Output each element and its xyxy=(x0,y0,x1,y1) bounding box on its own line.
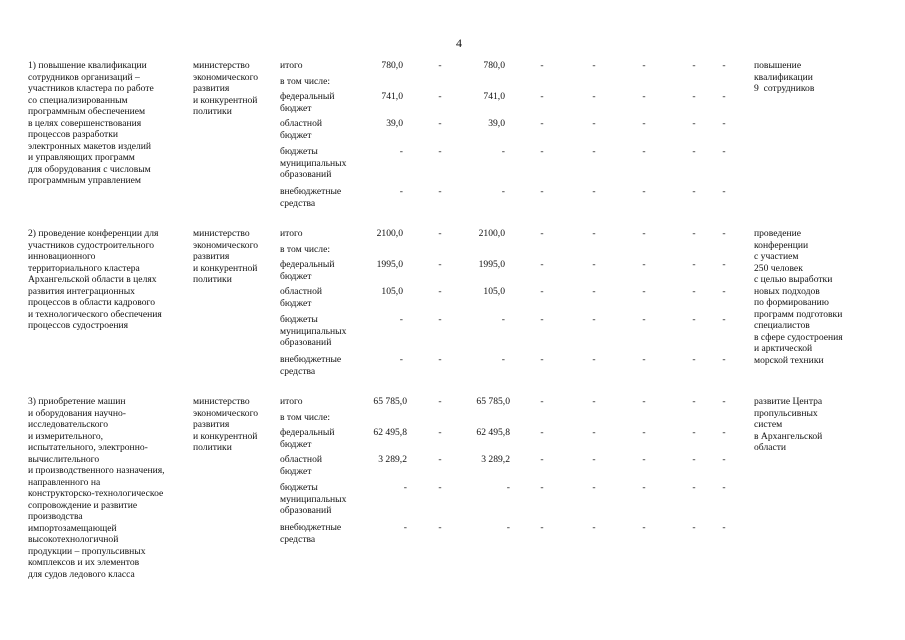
amount-col3: 780,0 xyxy=(483,60,505,71)
amount-col7: - xyxy=(692,482,696,493)
executor-text: министерство экономического развития и конкурентной политики xyxy=(193,228,259,285)
amount-col8: - xyxy=(722,286,726,297)
page-number: 4 xyxy=(456,36,462,50)
amount-col3: - xyxy=(501,186,505,197)
result-text: развитие Центра пропульсивных систем в Архангельской области xyxy=(754,396,823,453)
amount-col6: - xyxy=(642,354,646,365)
amount-col8: - xyxy=(722,146,726,157)
source-label: внебюджетные средства xyxy=(280,522,342,545)
amount-col2: - xyxy=(438,91,442,102)
amount-total: - xyxy=(399,146,403,157)
amount-col4: - xyxy=(540,228,544,239)
amount-total: 2100,0 xyxy=(376,228,403,239)
amount-col5: - xyxy=(592,186,596,197)
source-label: областной бюджет xyxy=(280,454,323,477)
amount-col2: - xyxy=(438,118,442,129)
source-label: в том числе: xyxy=(280,412,331,423)
amount-col2: - xyxy=(438,396,442,407)
amount-col2: - xyxy=(438,354,442,365)
amount-total: - xyxy=(403,522,407,533)
amount-col7: - xyxy=(692,91,696,102)
amount-col4: - xyxy=(540,118,544,129)
amount-col8: - xyxy=(722,354,726,365)
amount-col3: 105,0 xyxy=(483,286,505,297)
amount-col3: 1995,0 xyxy=(478,259,505,270)
amount-col3: - xyxy=(501,354,505,365)
amount-col8: - xyxy=(722,454,726,465)
amount-col5: - xyxy=(592,427,596,438)
amount-col2: - xyxy=(438,146,442,157)
amount-col4: - xyxy=(540,91,544,102)
amount-col5: - xyxy=(592,522,596,533)
amount-col6: - xyxy=(642,454,646,465)
amount-col7: - xyxy=(692,186,696,197)
amount-col7: - xyxy=(692,454,696,465)
source-label: федеральный бюджет xyxy=(280,427,335,450)
amount-col3: - xyxy=(501,314,505,325)
source-label: итого xyxy=(280,60,303,71)
amount-col5: - xyxy=(592,286,596,297)
amount-col8: - xyxy=(722,314,726,325)
source-label: бюджеты муниципальных образований xyxy=(280,482,347,516)
amount-col6: - xyxy=(642,482,646,493)
amount-total: 105,0 xyxy=(381,286,403,297)
amount-total: - xyxy=(399,186,403,197)
amount-col5: - xyxy=(592,91,596,102)
amount-col2: - xyxy=(438,259,442,270)
source-label: бюджеты муниципальных образований xyxy=(280,146,347,180)
amount-col7: - xyxy=(692,118,696,129)
amount-col4: - xyxy=(540,427,544,438)
amount-col7: - xyxy=(692,259,696,270)
source-label: в том числе: xyxy=(280,244,331,255)
amount-col6: - xyxy=(642,60,646,71)
executor-text: министерство экономического развития и конкурентной политики xyxy=(193,396,259,453)
amount-col2: - xyxy=(438,522,442,533)
amount-col4: - xyxy=(540,396,544,407)
amount-col8: - xyxy=(722,91,726,102)
amount-col8: - xyxy=(722,118,726,129)
activity-text: 2) проведение конференции для участников судостроительного инновационного территориального кластера Архангельской области в целях развития интеграционных процессов в области кадрового и технологического обеспечения процессов судостроения xyxy=(28,228,162,331)
amount-col7: - xyxy=(692,354,696,365)
amount-col2: - xyxy=(438,454,442,465)
activity-text: 3) приобретение машин и оборудования научно- исследовательского и измерительного, испытательного, электронно- вычислительного и производственного назначения, направленного на конструкторско-технологическое сопровождение и развитие производства импортозамещающей высокотехнологичной продукции – пропульсивных комплексов и их элементов для судов ледового класса xyxy=(28,396,165,580)
source-label: внебюджетные средства xyxy=(280,354,342,377)
amount-col6: - xyxy=(642,286,646,297)
amount-col8: - xyxy=(722,228,726,239)
amount-col4: - xyxy=(540,482,544,493)
amount-col2: - xyxy=(438,427,442,438)
source-label: федеральный бюджет xyxy=(280,91,335,114)
amount-total: - xyxy=(403,482,407,493)
amount-col2: - xyxy=(438,482,442,493)
amount-col6: - xyxy=(642,146,646,157)
amount-col6: - xyxy=(642,396,646,407)
amount-col3: 2100,0 xyxy=(478,228,505,239)
amount-col3: - xyxy=(501,146,505,157)
amount-total: - xyxy=(399,354,403,365)
amount-col3: 65 785,0 xyxy=(476,396,510,407)
amount-col8: - xyxy=(722,60,726,71)
amount-col5: - xyxy=(592,60,596,71)
source-label: областной бюджет xyxy=(280,118,323,141)
amount-col6: - xyxy=(642,522,646,533)
amount-col6: - xyxy=(642,228,646,239)
amount-col5: - xyxy=(592,454,596,465)
amount-total: 741,0 xyxy=(381,91,403,102)
amount-col7: - xyxy=(692,314,696,325)
amount-col4: - xyxy=(540,314,544,325)
result-text: повышение квалификации 9 сотрудников xyxy=(754,60,815,94)
amount-col7: - xyxy=(692,146,696,157)
amount-col3: - xyxy=(506,482,510,493)
amount-col5: - xyxy=(592,314,596,325)
amount-col7: - xyxy=(692,286,696,297)
amount-total: 780,0 xyxy=(381,60,403,71)
source-label: итого xyxy=(280,396,303,407)
amount-col7: - xyxy=(692,427,696,438)
source-label: областной бюджет xyxy=(280,286,323,309)
amount-col8: - xyxy=(722,396,726,407)
amount-col7: - xyxy=(692,60,696,71)
amount-total: - xyxy=(399,314,403,325)
amount-col3: 741,0 xyxy=(483,91,505,102)
amount-col6: - xyxy=(642,427,646,438)
amount-col4: - xyxy=(540,259,544,270)
source-label: федеральный бюджет xyxy=(280,259,335,282)
amount-col6: - xyxy=(642,118,646,129)
result-text: проведение конференции с участием 250 человек с целью выработки новых подходов по формированию программ подготовки специалистов в сфере судостроения и арктической морской техники xyxy=(754,228,843,366)
amount-col2: - xyxy=(438,314,442,325)
amount-col5: - xyxy=(592,482,596,493)
amount-col5: - xyxy=(592,396,596,407)
amount-col8: - xyxy=(722,482,726,493)
amount-col4: - xyxy=(540,454,544,465)
amount-total: 62 495,8 xyxy=(373,427,407,438)
amount-col5: - xyxy=(592,118,596,129)
amount-col3: - xyxy=(506,522,510,533)
amount-total: 65 785,0 xyxy=(373,396,407,407)
amount-col7: - xyxy=(692,396,696,407)
amount-col4: - xyxy=(540,522,544,533)
executor-text: министерство экономического развития и конкурентной политики xyxy=(193,60,259,117)
amount-col3: 62 495,8 xyxy=(476,427,510,438)
amount-col4: - xyxy=(540,146,544,157)
amount-col3: 39,0 xyxy=(488,118,505,129)
amount-col4: - xyxy=(540,286,544,297)
amount-col8: - xyxy=(722,259,726,270)
amount-col8: - xyxy=(722,427,726,438)
amount-col4: - xyxy=(540,354,544,365)
source-label: в том числе: xyxy=(280,76,331,87)
source-label: бюджеты муниципальных образований xyxy=(280,314,347,348)
amount-col5: - xyxy=(592,146,596,157)
amount-col4: - xyxy=(540,186,544,197)
amount-total: 39,0 xyxy=(386,118,403,129)
amount-col8: - xyxy=(722,522,726,533)
activity-text: 1) повышение квалификации сотрудников организаций – участников кластера по работе со специализированным программным обеспечением в целях совершенствования процессов разработки электронных макетов изделий и управляющих программ для оборудования с числовым программным управлением xyxy=(28,60,154,186)
source-label: внебюджетные средства xyxy=(280,186,342,209)
amount-col2: - xyxy=(438,286,442,297)
amount-col8: - xyxy=(722,186,726,197)
amount-col6: - xyxy=(642,314,646,325)
amount-col7: - xyxy=(692,228,696,239)
amount-col5: - xyxy=(592,354,596,365)
amount-col6: - xyxy=(642,186,646,197)
amount-total: 3 289,2 xyxy=(378,454,407,465)
amount-total: 1995,0 xyxy=(376,259,403,270)
amount-col2: - xyxy=(438,228,442,239)
source-label: итого xyxy=(280,228,303,239)
amount-col2: - xyxy=(438,186,442,197)
amount-col5: - xyxy=(592,259,596,270)
amount-col4: - xyxy=(540,60,544,71)
amount-col3: 3 289,2 xyxy=(481,454,510,465)
amount-col6: - xyxy=(642,91,646,102)
amount-col5: - xyxy=(592,228,596,239)
amount-col7: - xyxy=(692,522,696,533)
amount-col2: - xyxy=(438,60,442,71)
amount-col6: - xyxy=(642,259,646,270)
